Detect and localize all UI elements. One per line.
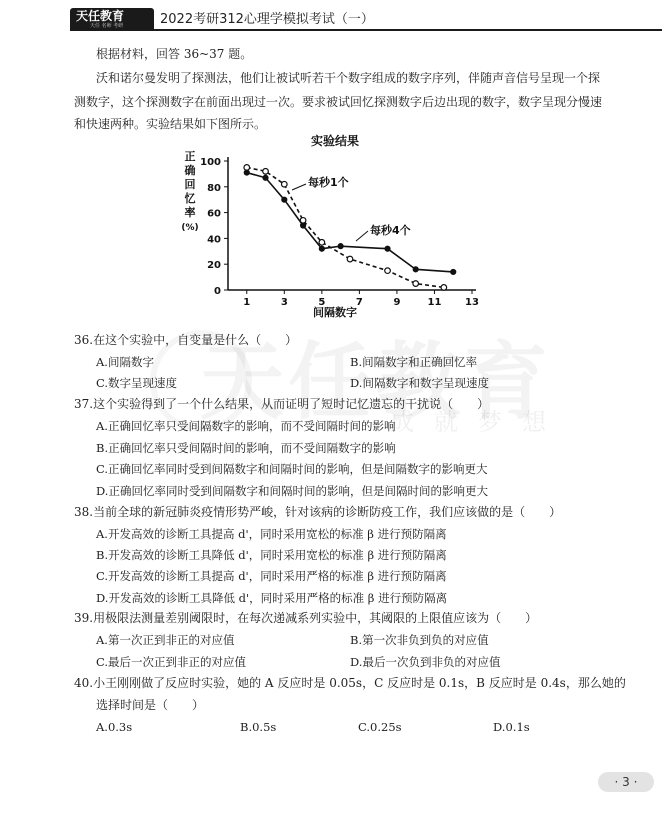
q40-option-d[interactable]: D.0.1s: [493, 720, 530, 734]
series-1-point: [441, 285, 447, 291]
x-tick-label: 13: [465, 297, 479, 308]
chart-series: [244, 165, 456, 291]
x-tick-label: 7: [355, 297, 363, 308]
logo-text: 天任教育: [76, 9, 125, 23]
q38-option-a[interactable]: A.开发高效的诊断工具提高 d'，同时采用宽松的标准 β 进行预防隔离: [96, 527, 447, 541]
series-label-1-pointer: [292, 184, 306, 190]
header-divider: [70, 29, 662, 31]
q40-option-c[interactable]: C.0.25s: [358, 720, 402, 734]
y-axis-label: [181, 149, 198, 233]
q37-option-b[interactable]: B.正确回忆率只受间隔时间的影响，而不受间隔数字的影响: [96, 441, 396, 455]
question-39-stem: 39.用极限法测量差别阈限时，在每次递减系列实验中，其阈限的上限值应该为（ ）: [74, 611, 538, 625]
x-tick-label: 1: [243, 297, 251, 308]
chart-series-labels: [292, 175, 411, 241]
series-1-point: [385, 268, 391, 274]
q39-option-b[interactable]: B.第一次非负到负的对应值: [350, 633, 489, 647]
q38-option-c[interactable]: C.开发高效的诊断工具提高 d'，同时采用严格的标准 β 进行预防隔离: [96, 569, 447, 583]
y-axis-label-char: 忆: [184, 192, 196, 205]
question-38-stem: 38.当前全球的新冠肺炎疫情形势严峻，针对该病的诊断防疫工作，我们应该做的是（ ）: [74, 505, 562, 519]
experiment-results-chart: [170, 130, 500, 320]
x-tick-label: 11: [427, 297, 442, 308]
watermark-sub: 成就梦想: [390, 408, 566, 436]
y-axis-label-char: 确: [184, 164, 196, 177]
series-label-1: 每秒1个: [308, 176, 349, 189]
q38-option-b[interactable]: B.开发高效的诊断工具降低 d'，同时采用宽松的标准 β 进行预防隔离: [96, 548, 447, 562]
y-axis-label-char: (%): [181, 223, 199, 233]
y-tick-label: 20: [207, 260, 221, 272]
chart-title: 实验结果: [310, 134, 360, 148]
series-2-point: [244, 170, 249, 175]
series-label-2: 每秒4个: [370, 224, 411, 237]
y-tick-label: 100: [200, 157, 221, 168]
intro-line-2: 沃和诺尔曼发明了探测法，他们让被试听若干个数字组成的数字序列，伴随声音信号呈现一个探: [96, 71, 601, 85]
logo-subtext: 天任 名师 考研: [90, 23, 124, 29]
series-1-point: [347, 256, 353, 262]
series-2-point: [413, 267, 418, 272]
y-tick-label: 40: [207, 234, 221, 246]
question-40-stem: 40.小王刚刚做了反应时实验，她的 A 反应时是 0.05s，C 反应时是 0.1s，B 反应时是 0.4s，那么她的: [74, 676, 626, 690]
series-1-point: [263, 169, 269, 175]
q36-option-b[interactable]: B.间隔数字和正确回忆率: [350, 355, 478, 369]
q39-option-d[interactable]: D.最后一次负到非负的对应值: [350, 655, 501, 669]
question-40-stem-cont: 选择时间是（ ）: [96, 698, 205, 712]
series-1-point: [319, 239, 325, 245]
series-1-point: [244, 165, 250, 171]
page-number: · 3 ·: [598, 772, 654, 792]
series-2-point: [385, 246, 390, 251]
page-header: [0, 0, 662, 30]
x-tick-label: 9: [393, 297, 401, 308]
series-2-point: [451, 269, 456, 274]
x-axis-label: 间隔数字: [313, 306, 357, 319]
publisher-logo: [70, 8, 154, 30]
series-2-point: [301, 223, 306, 228]
series-2-point: [338, 244, 343, 249]
q39-option-c[interactable]: C.最后一次正到非正的对应值: [96, 655, 247, 669]
y-tick-label: 0: [214, 286, 221, 297]
q36-option-a[interactable]: A.间隔数字: [96, 355, 154, 369]
question-37-stem: 37.这个实验得到了一个什么结果，从而证明了短时记忆遗忘的干扰说（ ）: [74, 397, 490, 411]
q36-option-d[interactable]: D.间隔数字和数字呈现速度: [350, 376, 489, 390]
x-tick-label: 3: [280, 297, 288, 308]
series-1-point: [413, 281, 419, 287]
q38-option-d[interactable]: D.开发高效的诊断工具降低 d'，同时采用严格的标准 β 进行预防隔离: [96, 591, 448, 605]
y-axis-label-char: 回: [184, 178, 196, 191]
y-axis-label-char: 正: [184, 150, 196, 163]
exam-title: 2022考研312心理学模拟考试（一）: [160, 12, 374, 27]
q39-option-a[interactable]: A.第一次正到非正的对应值: [96, 633, 235, 647]
series-1-point: [282, 181, 288, 187]
y-axis-label-char: 率: [184, 206, 196, 219]
series-2-point: [263, 175, 268, 180]
y-tick-label: 60: [207, 208, 221, 220]
q37-option-c[interactable]: C.正确回忆率同时受到间隔数字和间隔时间的影响，但是间隔数字的影响更大: [96, 462, 488, 476]
intro-line-3: 测数字，这个探测数字在前面出现过一次。要求被试回忆探测数字后边出现的数字，数字呈现分慢速: [74, 95, 603, 109]
series-label-2-pointer: [356, 231, 368, 241]
intro-line-4: 和快速两种。实验结果如下图所示。: [74, 117, 267, 131]
series-2-point: [319, 246, 324, 251]
q40-option-a[interactable]: A.0.3s: [96, 720, 133, 734]
q36-option-c[interactable]: C.数字呈现速度: [96, 376, 178, 390]
question-36-stem: 36.在这个实验中，自变量是什么（ ）: [74, 333, 298, 347]
x-tick-label: 5: [318, 297, 326, 308]
intro-line-1: 根据材料，回答 36~37 题。: [96, 47, 253, 61]
q40-option-b[interactable]: B.0.5s: [240, 720, 277, 734]
q37-option-d[interactable]: D.正确回忆率同时受到间隔数字和间隔时间的影响，但是间隔时间的影响更大: [96, 484, 488, 498]
q37-option-a[interactable]: A.正确回忆率只受间隔数字的影响，而不受间隔时间的影响: [96, 419, 396, 433]
series-2-point: [282, 197, 287, 202]
y-tick-label: 80: [207, 182, 221, 194]
